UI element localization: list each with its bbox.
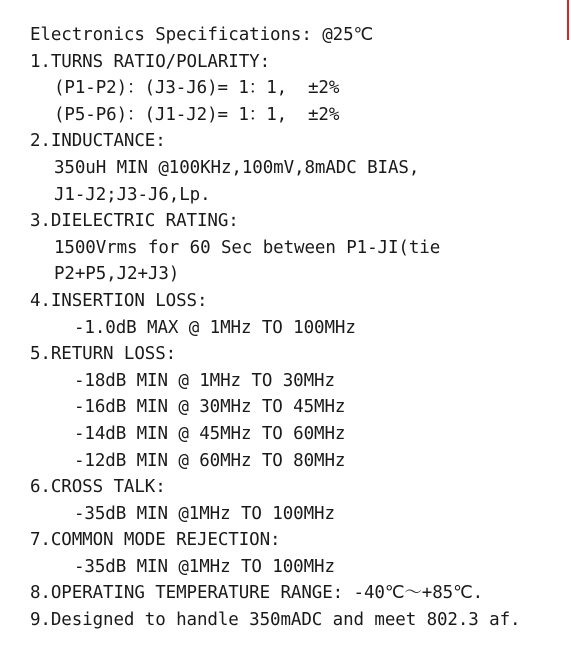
spec-line: -14dB MIN @ 45MHz TO 60MHz — [74, 423, 346, 444]
section-heading-cross-talk: 6.CROSS TALK: — [30, 477, 166, 498]
spec-line: 1500Vrms for 60 Sec between P1-JI(tie — [54, 237, 441, 258]
spec-line: -35dB MIN @1MHz TO 100MHz — [74, 503, 335, 524]
spec-line: -18dB MIN @ 1MHz TO 30MHz — [74, 370, 335, 391]
section-heading-return-loss: 5.RETURN LOSS: — [30, 344, 177, 365]
spec-line: J1-J2;J3-J6,Lp. — [54, 184, 211, 205]
spec-line: 350uH MIN @100KHz,100mV,8mADC BIAS, — [54, 157, 420, 178]
section-heading-common-mode-rejection: 7.COMMON MODE REJECTION: — [30, 530, 281, 551]
section-heading-design-note: 9.Designed to handle 350mADC and meet 802.3 af. — [30, 610, 521, 631]
spec-line: -35dB MIN @1MHz TO 100MHz — [74, 556, 335, 577]
spec-line: -16dB MIN @ 30MHz TO 45MHz — [74, 397, 346, 418]
section-heading-turns-ratio: 1.TURNS RATIO/POLARITY: — [30, 51, 271, 72]
spec-sheet — [30, 22, 565, 634]
spec-title: Electronics Specifications: @25℃ — [30, 25, 374, 45]
section-heading-insertion-loss: 4.INSERTION LOSS: — [30, 290, 208, 311]
spec-line: (P5-P6)：(J1-J2)= 1：1, ±2% — [54, 104, 340, 125]
spec-line: (P1-P2)：(J3-J6)= 1：1, ±2% — [54, 78, 340, 99]
spec-line: -1.0dB MAX @ 1MHz TO 100MHz — [74, 317, 356, 338]
spec-line: -12dB MIN @ 60MHz TO 80MHz — [74, 450, 346, 471]
section-heading-inductance: 2.INDUCTANCE: — [30, 131, 166, 152]
spec-line: P2+P5,J2+J3) — [54, 264, 180, 285]
section-heading-operating-temperature: 8.OPERATING TEMPERATURE RANGE: -40℃～+85℃. — [30, 583, 484, 604]
edge-marker — [567, 0, 569, 40]
section-heading-dielectric-rating: 3.DIELECTRIC RATING: — [30, 211, 239, 232]
